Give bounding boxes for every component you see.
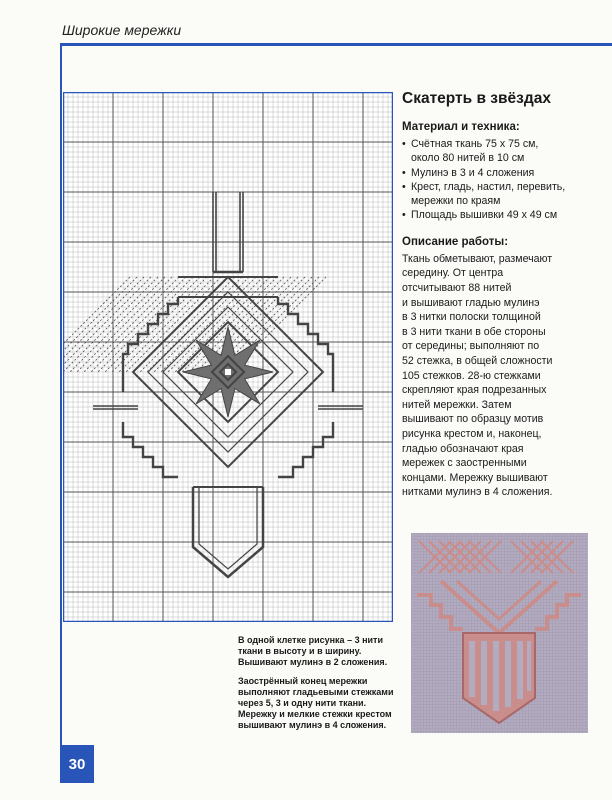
materials-item: • Крест, гладь, настил, перевить, мережки по краям [402, 180, 577, 209]
description-text: Ткань обметывают, размечают середину. От центра отсчитывают 88 нитей и вышивают гладью мулинэ в 3 нитки полоски толщиной в 3 нити ткани в обе стороны от середины; выполняют по 52 стежка, в общей сложности 105 стежков. 28-ю стежками скрепляют края подрезанных нитей мережки. Затем вышивают по образцу мотив рисунка крестом и, наконец, гладью обозначают края мережек с заостренными концами. Мережку вышивают нитками мулинэ в 4 сложения. [402, 252, 553, 499]
materials-title: Материал и техника: [402, 121, 520, 133]
embroidery-photo-illustration [411, 533, 588, 733]
chart-caption [238, 635, 408, 739]
materials-list [402, 137, 577, 223]
caption-paragraph: В одной клетке рисунка – 3 нити ткани в высоту и в ширину. Вышивают мулинэ в 2 сложения. [238, 635, 388, 667]
article-column [402, 90, 577, 500]
description-title: Описание работы: [402, 235, 509, 248]
embroidery-chart-grid [63, 92, 393, 622]
left-margin-rule [60, 46, 62, 746]
embroidery-chart [63, 92, 393, 622]
page-number: 30 [60, 745, 94, 783]
caption-paragraph: Заострённый конец мережки выполняют гладьевыми стежками через 5, 3 и одну нити ткани. Мережку и мелкие стежки крестом вышивают мулинэ в 4 сложения. [238, 676, 394, 730]
materials-item: • Мулинэ в 3 и 4 сложения [402, 166, 577, 180]
embroidery-photo [411, 533, 588, 733]
article-title: Скатерть в звёздах [402, 90, 551, 107]
section-title: Широкие мережки [62, 22, 182, 38]
materials-item: • Счётная ткань 75 х 75 см, около 80 нитей в 10 см [402, 137, 577, 166]
header-rule [60, 43, 612, 46]
materials-item: • Площадь вышивки 49 х 49 см [402, 208, 577, 222]
